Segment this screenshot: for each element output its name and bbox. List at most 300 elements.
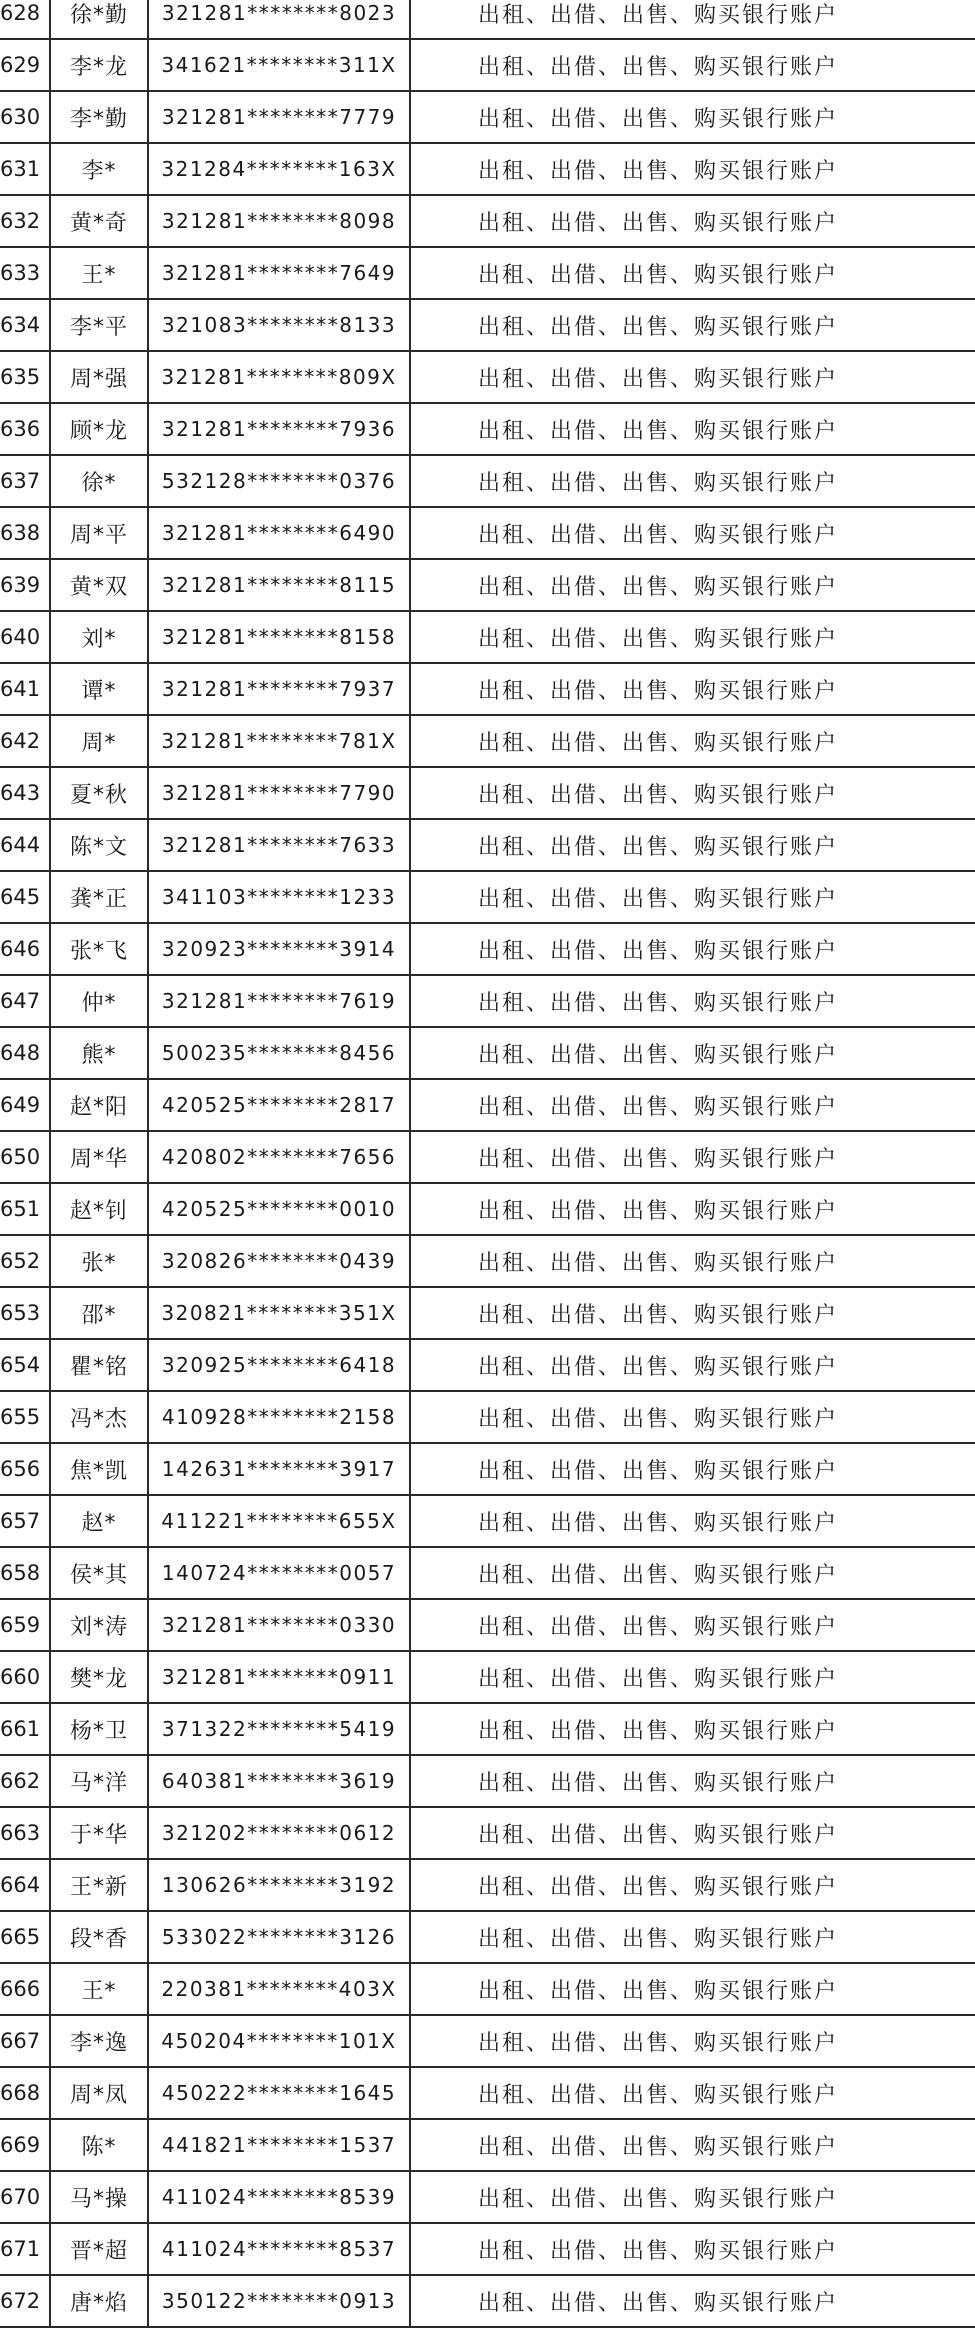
id-number: 321281********0330 xyxy=(161,1613,397,1637)
id-number-cell xyxy=(147,456,409,506)
row-number-cell xyxy=(0,1080,49,1130)
table-row xyxy=(0,1028,975,1080)
violation-description: 出租、出借、出售、购买银行账户 xyxy=(477,106,838,132)
id-number-cell xyxy=(147,352,409,402)
violation-description-cell xyxy=(409,716,975,766)
person-name: 黄*双 xyxy=(69,574,128,600)
table-row xyxy=(0,144,975,196)
id-number-cell xyxy=(147,404,409,454)
person-name: 李*平 xyxy=(69,314,128,340)
id-number-cell xyxy=(147,144,409,194)
violation-description: 出租、出借、出售、购买银行账户 xyxy=(477,1250,838,1276)
row-number-cell xyxy=(0,560,49,610)
row-number: 664 xyxy=(0,1873,41,1897)
person-name: 周*平 xyxy=(69,522,128,548)
id-number: 321281********7790 xyxy=(161,781,397,805)
table-row xyxy=(0,1444,975,1496)
person-name: 樊*龙 xyxy=(69,1666,128,1692)
violation-description: 出租、出借、出售、购买银行账户 xyxy=(477,470,838,496)
person-name: 李*逸 xyxy=(69,2030,128,2056)
id-number-cell xyxy=(147,1704,409,1754)
id-number-cell xyxy=(147,664,409,714)
person-name: 马*操 xyxy=(69,2186,128,2212)
person-name-cell xyxy=(49,1756,147,1806)
violation-description: 出租、出借、出售、购买银行账户 xyxy=(477,1666,838,1692)
person-name-cell xyxy=(49,1496,147,1546)
id-number-cell xyxy=(147,40,409,90)
violation-description: 出租、出借、出售、购买银行账户 xyxy=(477,522,838,548)
person-name: 杨*卫 xyxy=(69,1718,128,1744)
id-number-cell xyxy=(147,560,409,610)
table-row xyxy=(0,1808,975,1860)
id-number: 350122********0913 xyxy=(161,2289,397,2313)
person-name-cell xyxy=(49,2224,147,2274)
violation-description: 出租、出借、出售、购买银行账户 xyxy=(477,158,838,184)
row-number-cell xyxy=(0,924,49,974)
person-name-cell xyxy=(49,1028,147,1078)
violation-description-cell xyxy=(409,1964,975,2014)
violation-description: 出租、出借、出售、购买银行账户 xyxy=(477,1562,838,1588)
id-number-cell xyxy=(147,1236,409,1286)
row-number-cell xyxy=(0,300,49,350)
table-row xyxy=(0,1288,975,1340)
id-number: 321281********7649 xyxy=(161,261,397,285)
table-row xyxy=(0,2224,975,2276)
row-number: 652 xyxy=(0,1249,41,1273)
row-number: 629 xyxy=(0,53,41,77)
table-row xyxy=(0,0,975,40)
person-name-cell xyxy=(49,508,147,558)
table-row xyxy=(0,1756,975,1808)
table-row xyxy=(0,508,975,560)
violation-description: 出租、出借、出售、购买银行账户 xyxy=(477,1094,838,1120)
person-name: 李*勤 xyxy=(69,106,128,132)
id-number: 321281********0911 xyxy=(161,1665,397,1689)
row-number: 636 xyxy=(0,417,41,441)
row-number: 635 xyxy=(0,365,41,389)
violation-description-cell xyxy=(409,300,975,350)
person-name: 刘* xyxy=(81,626,117,652)
violation-description-cell xyxy=(409,40,975,90)
person-name-cell xyxy=(49,144,147,194)
violation-description: 出租、出借、出售、购买银行账户 xyxy=(477,1146,838,1172)
table-row xyxy=(0,1340,975,1392)
violation-description: 出租、出借、出售、购买银行账户 xyxy=(477,2186,838,2212)
person-name-cell xyxy=(49,1964,147,2014)
violation-description-cell xyxy=(409,560,975,610)
row-number-cell xyxy=(0,456,49,506)
violation-description-cell xyxy=(409,768,975,818)
id-number-cell xyxy=(147,612,409,662)
row-number-cell xyxy=(0,196,49,246)
row-number: 641 xyxy=(0,677,41,701)
id-number: 220381********403X xyxy=(161,1977,397,2001)
violation-description-cell xyxy=(409,1444,975,1494)
person-name: 张* xyxy=(81,1250,117,1276)
row-number-cell xyxy=(0,1652,49,1702)
id-number: 411024********8539 xyxy=(161,2185,397,2209)
violation-description-cell xyxy=(409,1808,975,1858)
row-number-cell xyxy=(0,40,49,90)
id-number-cell xyxy=(147,1600,409,1650)
violation-description-cell xyxy=(409,1704,975,1754)
id-number: 320821********351X xyxy=(161,1301,397,1325)
violation-description: 出租、出借、出售、购买银行账户 xyxy=(477,1510,838,1536)
violation-description: 出租、出借、出售、购买银行账户 xyxy=(477,1822,838,1848)
row-number-cell xyxy=(0,1756,49,1806)
violation-description: 出租、出借、出售、购买银行账户 xyxy=(477,314,838,340)
person-name-cell xyxy=(49,820,147,870)
row-number: 666 xyxy=(0,1977,41,2001)
person-name: 熊* xyxy=(81,1042,117,1068)
row-number: 640 xyxy=(0,625,41,649)
violation-description: 出租、出借、出售、购买银行账户 xyxy=(477,1718,838,1744)
id-number: 533022********3126 xyxy=(161,1925,397,1949)
row-number-cell xyxy=(0,664,49,714)
row-number: 645 xyxy=(0,885,41,909)
person-name-cell xyxy=(49,768,147,818)
row-number: 646 xyxy=(0,937,41,961)
id-number-cell xyxy=(147,1184,409,1234)
violation-description: 出租、出借、出售、购买银行账户 xyxy=(477,262,838,288)
row-number-cell xyxy=(0,2276,49,2326)
row-number-cell xyxy=(0,1548,49,1598)
person-name-cell xyxy=(49,1912,147,1962)
violation-description-cell xyxy=(409,1340,975,1390)
violation-description: 出租、出借、出售、购买银行账户 xyxy=(477,834,838,860)
person-name-cell xyxy=(49,560,147,610)
row-number: 647 xyxy=(0,989,41,1013)
id-number-cell xyxy=(147,2276,409,2326)
id-number: 341103********1233 xyxy=(161,885,397,909)
violation-description-cell xyxy=(409,2172,975,2222)
person-name-cell xyxy=(49,976,147,1026)
id-number-cell xyxy=(147,508,409,558)
violation-description: 出租、出借、出售、购买银行账户 xyxy=(477,1354,838,1380)
person-name-cell xyxy=(49,40,147,90)
table-row xyxy=(0,456,975,508)
violation-description: 出租、出借、出售、购买银行账户 xyxy=(477,1406,838,1432)
person-name: 陈*文 xyxy=(69,834,128,860)
table-row xyxy=(0,872,975,924)
id-number: 410928********2158 xyxy=(161,1405,397,1429)
row-number-cell xyxy=(0,1132,49,1182)
row-number: 632 xyxy=(0,209,41,233)
table-row xyxy=(0,2172,975,2224)
id-number-cell xyxy=(147,820,409,870)
id-number-cell xyxy=(147,1392,409,1442)
person-name-cell xyxy=(49,404,147,454)
violation-description: 出租、出借、出售、购买银行账户 xyxy=(477,366,838,392)
violation-description: 出租、出借、出售、购买银行账户 xyxy=(477,1198,838,1224)
id-number: 321281********8023 xyxy=(161,1,397,25)
person-name: 顾*龙 xyxy=(69,418,128,444)
violation-description-cell xyxy=(409,612,975,662)
id-number: 140724********0057 xyxy=(161,1561,397,1585)
row-number: 665 xyxy=(0,1925,41,1949)
person-name: 邵* xyxy=(81,1302,117,1328)
id-number: 320925********6418 xyxy=(161,1353,397,1377)
id-number: 321281********7779 xyxy=(161,105,397,129)
row-number-cell xyxy=(0,1392,49,1442)
person-name: 段*香 xyxy=(69,1926,128,1952)
row-number: 660 xyxy=(0,1665,41,1689)
row-number: 669 xyxy=(0,2133,41,2157)
id-number-cell xyxy=(147,92,409,142)
person-name: 周*华 xyxy=(69,1146,128,1172)
id-number-cell xyxy=(147,1080,409,1130)
row-number-cell xyxy=(0,820,49,870)
violation-description-cell xyxy=(409,196,975,246)
row-number-cell xyxy=(0,404,49,454)
violation-description-cell xyxy=(409,1132,975,1182)
person-name: 赵* xyxy=(81,1510,117,1536)
person-name: 徐*勤 xyxy=(69,2,128,28)
person-name-cell xyxy=(49,0,147,38)
violation-description: 出租、出借、出售、购买银行账户 xyxy=(477,990,838,1016)
violation-description: 出租、出借、出售、购买银行账户 xyxy=(477,1614,838,1640)
id-number: 371322********5419 xyxy=(161,1717,397,1741)
person-name: 黄*奇 xyxy=(69,210,128,236)
id-number: 321202********0612 xyxy=(161,1821,397,1845)
violation-description: 出租、出借、出售、购买银行账户 xyxy=(477,2082,838,2108)
row-number-cell xyxy=(0,144,49,194)
person-name-cell xyxy=(49,456,147,506)
person-name-cell xyxy=(49,612,147,662)
row-number-cell xyxy=(0,0,49,38)
violation-description-cell xyxy=(409,2068,975,2118)
id-number-cell xyxy=(147,2224,409,2274)
row-number: 628 xyxy=(0,1,41,25)
violation-description-cell xyxy=(409,352,975,402)
id-number: 320826********0439 xyxy=(161,1249,397,1273)
person-name-cell xyxy=(49,716,147,766)
violation-description: 出租、出借、出售、购买银行账户 xyxy=(477,886,838,912)
row-number: 657 xyxy=(0,1509,41,1533)
person-name-cell xyxy=(49,352,147,402)
row-number: 644 xyxy=(0,833,41,857)
row-number-cell xyxy=(0,1028,49,1078)
person-name-cell xyxy=(49,2068,147,2118)
violation-description: 出租、出借、出售、购买银行账户 xyxy=(477,626,838,652)
row-number-cell xyxy=(0,1964,49,2014)
violation-description-cell xyxy=(409,1912,975,1962)
table-row xyxy=(0,1132,975,1184)
id-number-cell xyxy=(147,2120,409,2170)
violation-description: 出租、出借、出售、购买银行账户 xyxy=(477,730,838,756)
row-number: 655 xyxy=(0,1405,41,1429)
person-name-cell xyxy=(49,1548,147,1598)
person-name-cell xyxy=(49,872,147,922)
violation-description-cell xyxy=(409,144,975,194)
row-number-cell xyxy=(0,1600,49,1650)
id-number-cell xyxy=(147,1912,409,1962)
violation-description-cell xyxy=(409,820,975,870)
row-number-cell xyxy=(0,2120,49,2170)
id-number-cell xyxy=(147,1444,409,1494)
row-number: 650 xyxy=(0,1145,41,1169)
row-number-cell xyxy=(0,2172,49,2222)
row-number: 661 xyxy=(0,1717,41,1741)
table-row xyxy=(0,248,975,300)
id-number-cell xyxy=(147,1808,409,1858)
row-number-cell xyxy=(0,1184,49,1234)
id-number: 420525********2817 xyxy=(161,1093,397,1117)
person-name: 焦*凯 xyxy=(69,1458,128,1484)
person-name: 仲* xyxy=(81,990,117,1016)
violation-description-cell xyxy=(409,1600,975,1650)
id-number: 500235********8456 xyxy=(161,1041,397,1065)
row-number: 648 xyxy=(0,1041,41,1065)
violation-description-cell xyxy=(409,1496,975,1546)
id-number: 130626********3192 xyxy=(161,1873,397,1897)
violation-description-cell xyxy=(409,0,975,38)
id-number: 450204********101X xyxy=(161,2029,397,2053)
violation-description-cell xyxy=(409,976,975,1026)
violation-description-cell xyxy=(409,92,975,142)
row-number: 667 xyxy=(0,2029,41,2053)
violation-description-cell xyxy=(409,1548,975,1598)
violation-description: 出租、出借、出售、购买银行账户 xyxy=(477,2238,838,2264)
row-number: 639 xyxy=(0,573,41,597)
table-row xyxy=(0,560,975,612)
person-name: 陈* xyxy=(81,2134,117,2160)
person-name: 周* xyxy=(81,730,117,756)
table-row xyxy=(0,92,975,144)
person-name-cell xyxy=(49,1080,147,1130)
row-number-cell xyxy=(0,1808,49,1858)
violation-description-cell xyxy=(409,2016,975,2066)
id-number-cell xyxy=(147,2172,409,2222)
person-name: 晋*超 xyxy=(69,2238,128,2264)
table-row xyxy=(0,1964,975,2016)
violation-description: 出租、出借、出售、购买银行账户 xyxy=(477,2,838,28)
table-row xyxy=(0,664,975,716)
person-name: 冯*杰 xyxy=(69,1406,128,1432)
id-number: 321281********6490 xyxy=(161,521,397,545)
id-number: 420802********7656 xyxy=(161,1145,397,1169)
row-number: 662 xyxy=(0,1769,41,1793)
table-row xyxy=(0,1548,975,1600)
id-number-cell xyxy=(147,1288,409,1338)
person-name: 李* xyxy=(81,158,117,184)
id-number-cell xyxy=(147,1652,409,1702)
row-number-cell xyxy=(0,1340,49,1390)
violation-description-cell xyxy=(409,456,975,506)
person-name-cell xyxy=(49,1184,147,1234)
id-number: 441821********1537 xyxy=(161,2133,397,2157)
id-number: 450222********1645 xyxy=(161,2081,397,2105)
person-name: 周*凤 xyxy=(69,2082,128,2108)
table-row xyxy=(0,2276,975,2328)
row-number-cell xyxy=(0,248,49,298)
id-number: 321281********8158 xyxy=(161,625,397,649)
row-number: 659 xyxy=(0,1613,41,1637)
table-row xyxy=(0,352,975,404)
row-number-cell xyxy=(0,1288,49,1338)
id-number-cell xyxy=(147,1340,409,1390)
row-number-cell xyxy=(0,716,49,766)
violation-description-cell xyxy=(409,1080,975,1130)
person-name-cell xyxy=(49,1444,147,1494)
person-name-cell xyxy=(49,1132,147,1182)
row-number: 649 xyxy=(0,1093,41,1117)
row-number: 672 xyxy=(0,2289,41,2313)
violation-description: 出租、出借、出售、购买银行账户 xyxy=(477,1874,838,1900)
violation-description-cell xyxy=(409,1028,975,1078)
person-name-cell xyxy=(49,1652,147,1702)
person-name-cell xyxy=(49,1860,147,1910)
row-number-cell xyxy=(0,1860,49,1910)
id-number-cell xyxy=(147,872,409,922)
person-name: 刘*涛 xyxy=(69,1614,128,1640)
person-name: 赵*阳 xyxy=(69,1094,128,1120)
row-number-cell xyxy=(0,612,49,662)
person-name: 徐* xyxy=(81,470,117,496)
id-number: 321281********7937 xyxy=(161,677,397,701)
table-row xyxy=(0,1496,975,1548)
row-number: 671 xyxy=(0,2237,41,2261)
person-name: 唐*焰 xyxy=(69,2290,128,2316)
person-name: 夏*秋 xyxy=(69,782,128,808)
table-row xyxy=(0,404,975,456)
violation-description: 出租、出借、出售、购买银行账户 xyxy=(477,210,838,236)
table-row xyxy=(0,1080,975,1132)
violation-description-cell xyxy=(409,2276,975,2326)
row-number: 668 xyxy=(0,2081,41,2105)
person-name: 周*强 xyxy=(69,366,128,392)
id-number-cell xyxy=(147,976,409,1026)
row-number-cell xyxy=(0,1444,49,1494)
table-row xyxy=(0,2016,975,2068)
violation-description-cell xyxy=(409,1652,975,1702)
person-name: 李*龙 xyxy=(69,54,128,80)
violation-description-cell xyxy=(409,1392,975,1442)
person-name: 赵*钊 xyxy=(69,1198,128,1224)
violation-description: 出租、出借、出售、购买银行账户 xyxy=(477,1302,838,1328)
person-name: 张*飞 xyxy=(69,938,128,964)
violation-description: 出租、出借、出售、购买银行账户 xyxy=(477,54,838,80)
person-name: 王*新 xyxy=(69,1874,128,1900)
person-name-cell xyxy=(49,196,147,246)
person-name-cell xyxy=(49,1340,147,1390)
row-number-cell xyxy=(0,1236,49,1286)
id-number: 411024********8537 xyxy=(161,2237,397,2261)
id-number-cell xyxy=(147,1756,409,1806)
table-row xyxy=(0,612,975,664)
table-row xyxy=(0,1860,975,1912)
row-number-cell xyxy=(0,1704,49,1754)
person-name: 王* xyxy=(81,262,117,288)
table-row xyxy=(0,300,975,352)
id-number: 321281********7936 xyxy=(161,417,397,441)
row-number-cell xyxy=(0,1912,49,1962)
table-row xyxy=(0,196,975,248)
violation-description-cell xyxy=(409,1236,975,1286)
person-name-cell xyxy=(49,1704,147,1754)
person-name: 侯*其 xyxy=(69,1562,128,1588)
row-number-cell xyxy=(0,2016,49,2066)
violation-description: 出租、出借、出售、购买银行账户 xyxy=(477,418,838,444)
person-name-cell xyxy=(49,2172,147,2222)
row-number: 633 xyxy=(0,261,41,285)
table-row xyxy=(0,1704,975,1756)
row-number-cell xyxy=(0,508,49,558)
id-number-cell xyxy=(147,1132,409,1182)
person-name-cell xyxy=(49,300,147,350)
table-row xyxy=(0,976,975,1028)
id-number: 341621********311X xyxy=(161,53,397,77)
